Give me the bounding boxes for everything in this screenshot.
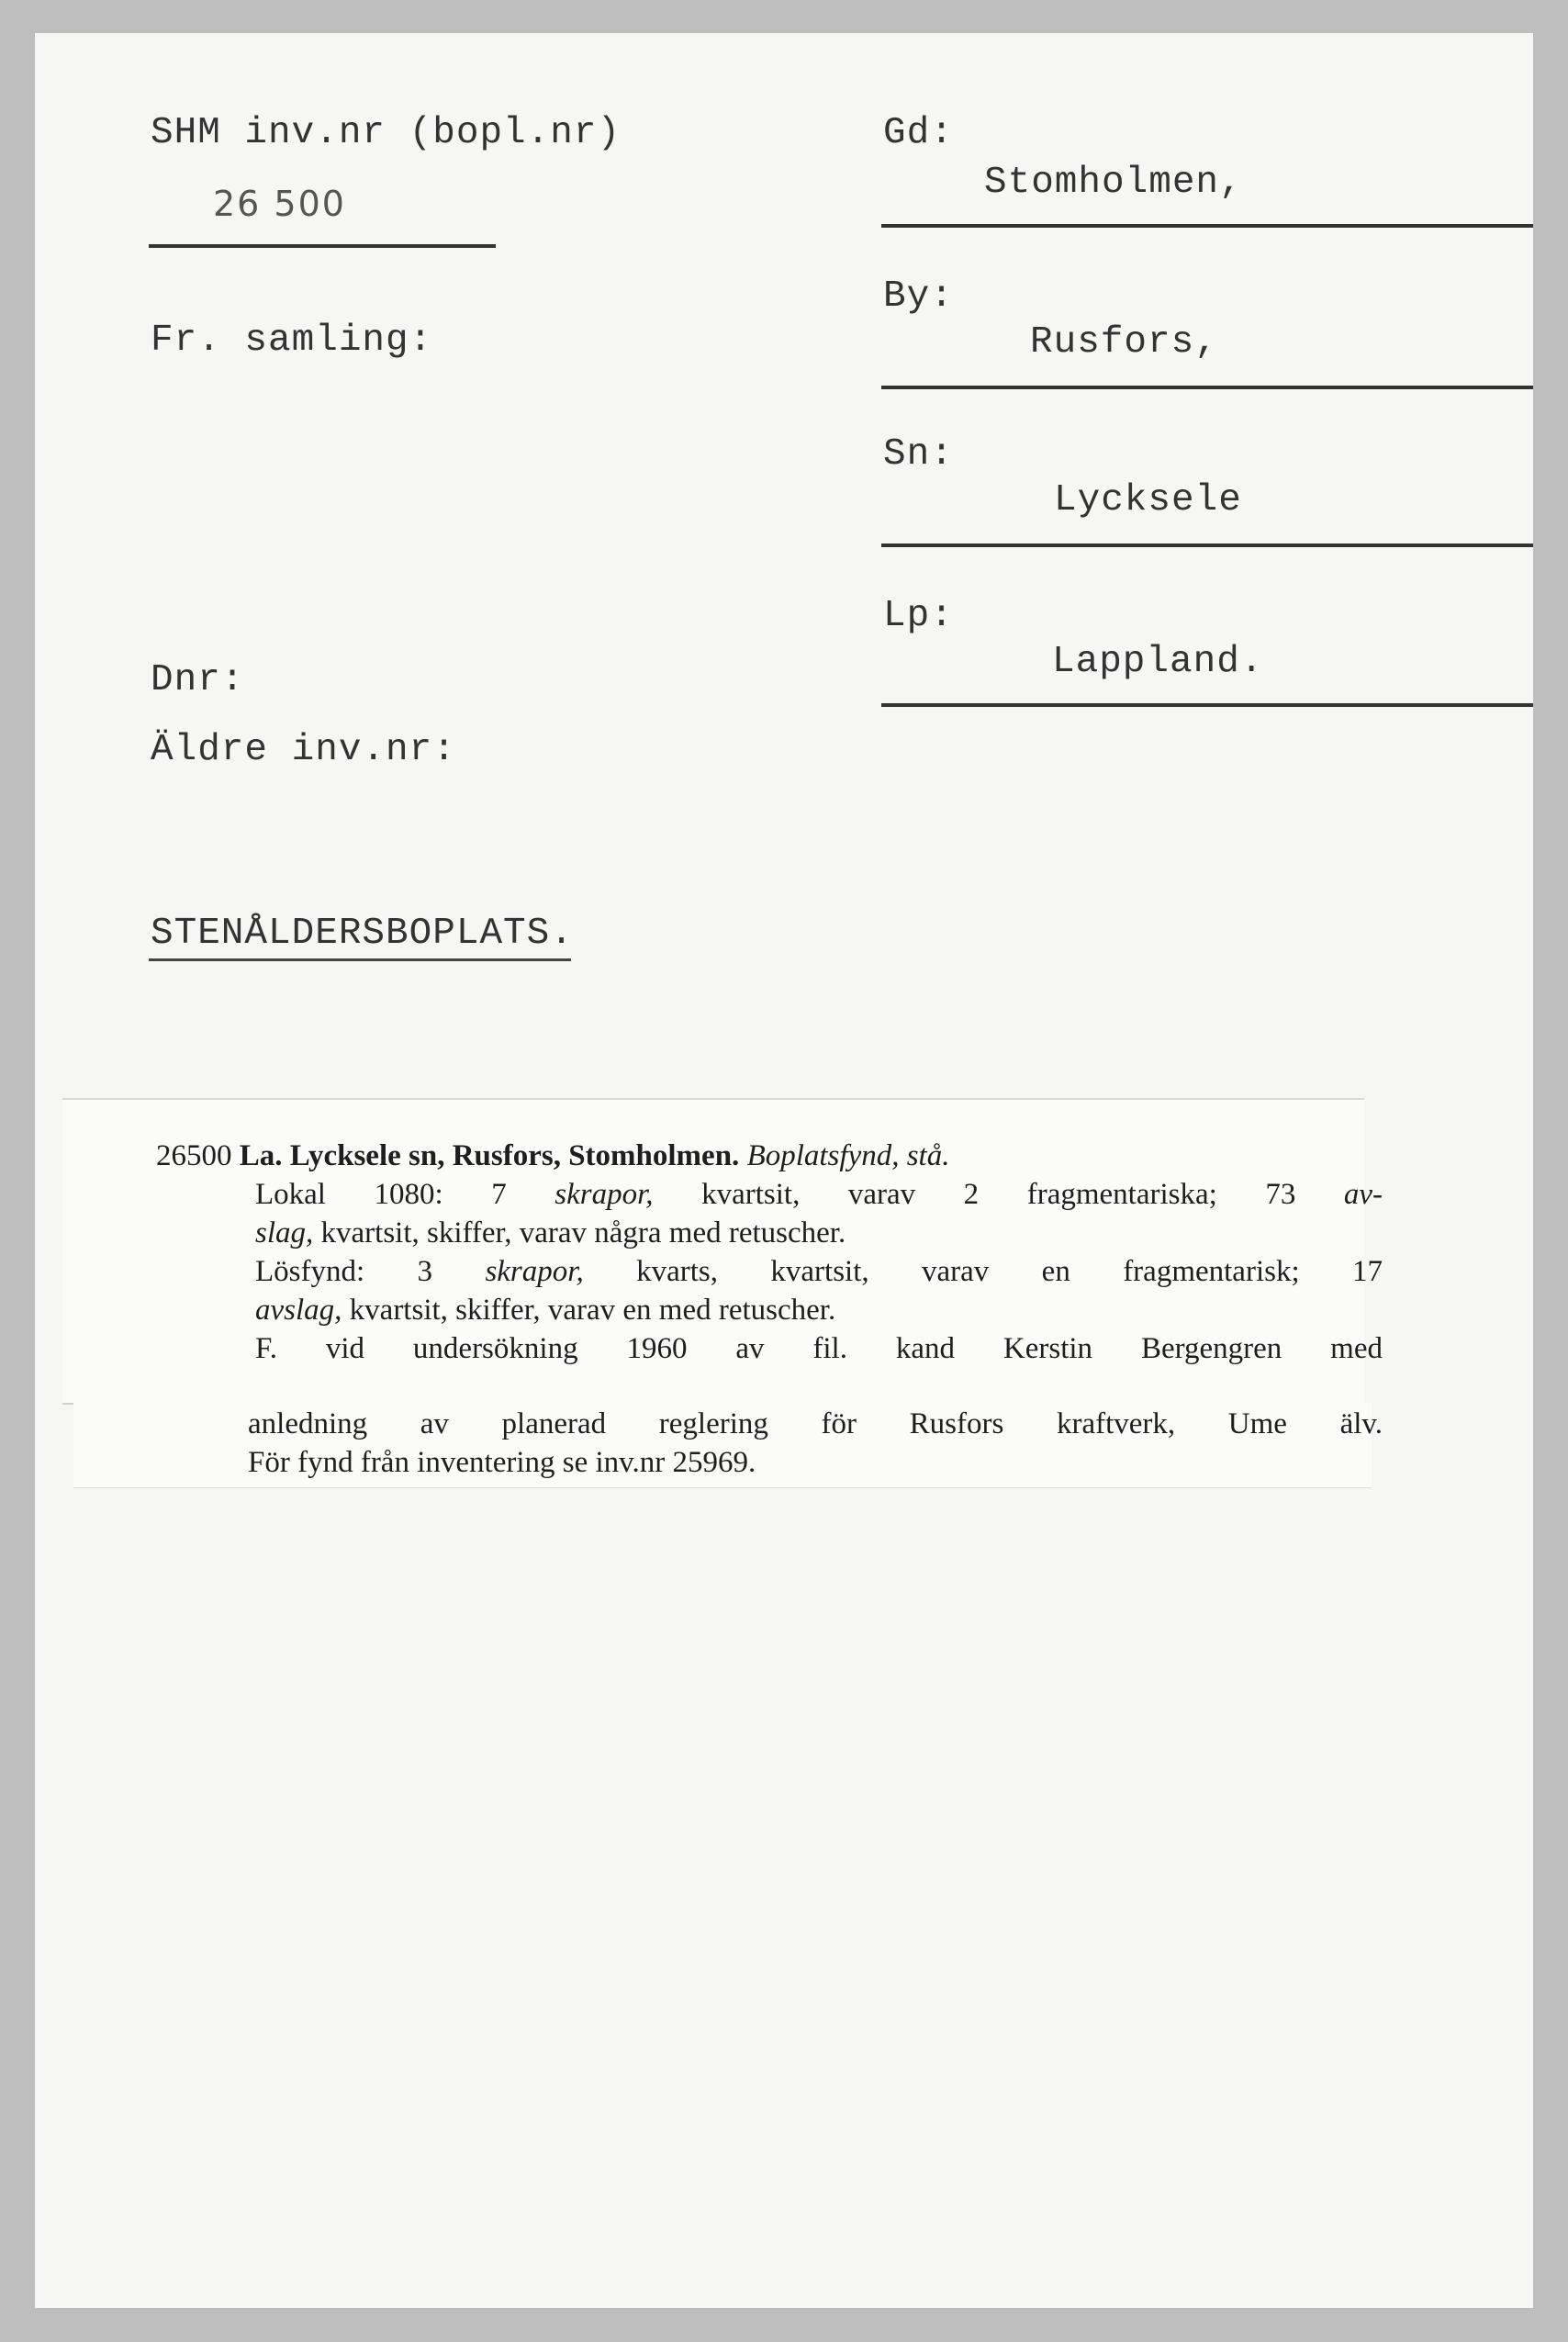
gd-label: Gd: [883, 112, 954, 154]
clipping-text: kvarts, kvartsit, varav en fragmentarisk; 17 [636, 1255, 1383, 1288]
dnr-label: Dnr: [151, 659, 245, 701]
lp-label: Lp: [883, 595, 954, 637]
clipping-italic: skrapor, [554, 1178, 654, 1211]
inv-nr-label: SHM inv.nr (bopl.nr) [151, 112, 622, 154]
category-heading: STENÅLDERSBOPLATS. [151, 913, 574, 955]
clipping-line-3 [255, 1214, 846, 1252]
sn-underline [881, 543, 1533, 547]
clipping-line-7: anledning av planerad reglering för Rusfors kraftverk, Ume älv. [248, 1407, 1383, 1440]
clipping-text: kvartsit, skiffer, varav några med retuscher. [320, 1216, 846, 1249]
clipping-italic: avslag, [255, 1294, 342, 1327]
gd-value: Stomholmen, [984, 162, 1243, 204]
clipping-text: kvartsit, skiffer, varav en med retuscher. [349, 1294, 836, 1327]
clipping-line-5 [255, 1291, 835, 1329]
category-underline [149, 958, 571, 961]
clipping-line-4 [255, 1252, 1383, 1291]
inv-nr-underline [149, 244, 496, 248]
by-value: Rusfors, [1030, 321, 1218, 364]
lp-value: Lappland. [1052, 641, 1264, 683]
sn-value: Lycksele [1054, 479, 1242, 521]
fr-samling-label: Fr. samling: [151, 319, 433, 362]
clipping-part-2 [73, 1403, 1383, 1488]
aldre-inv-nr-label: Äldre inv.nr: [151, 729, 456, 771]
inv-nr-value: 26 500 [213, 184, 346, 224]
clipping-heading-bold: La. Lycksele sn, Rusfors, Stomholmen. [239, 1139, 740, 1172]
clipping-line-2 [255, 1175, 1383, 1214]
clipping-heading-italic: Boplatsfynd, stå. [746, 1139, 950, 1172]
clipping-text: kvartsit, varav 2 fragmentariska; 73 [701, 1178, 1296, 1211]
clipping-line-8: För fynd från inventering se inv.nr 25969. [248, 1446, 756, 1479]
clipping-text: Lösfynd: 3 [255, 1255, 433, 1288]
by-underline [881, 386, 1533, 389]
lp-underline [881, 703, 1533, 707]
sn-label: Sn: [883, 433, 954, 476]
clipping-italic: slag, [255, 1216, 314, 1249]
clipping-line-6: F. vid undersökning 1960 av fil. kand Kerstin Bergengren med [255, 1332, 1383, 1365]
by-label: By: [883, 275, 954, 318]
clipping-heading [156, 1137, 949, 1175]
clipping-text: Lokal 1080: 7 [255, 1178, 507, 1211]
clipping-number: 26500 [156, 1139, 232, 1172]
gd-underline [881, 224, 1533, 228]
clipping-italic: skrapor, [485, 1255, 584, 1288]
clipping-part-1 [62, 1098, 1383, 1405]
clipping-italic: av- [1343, 1178, 1383, 1211]
